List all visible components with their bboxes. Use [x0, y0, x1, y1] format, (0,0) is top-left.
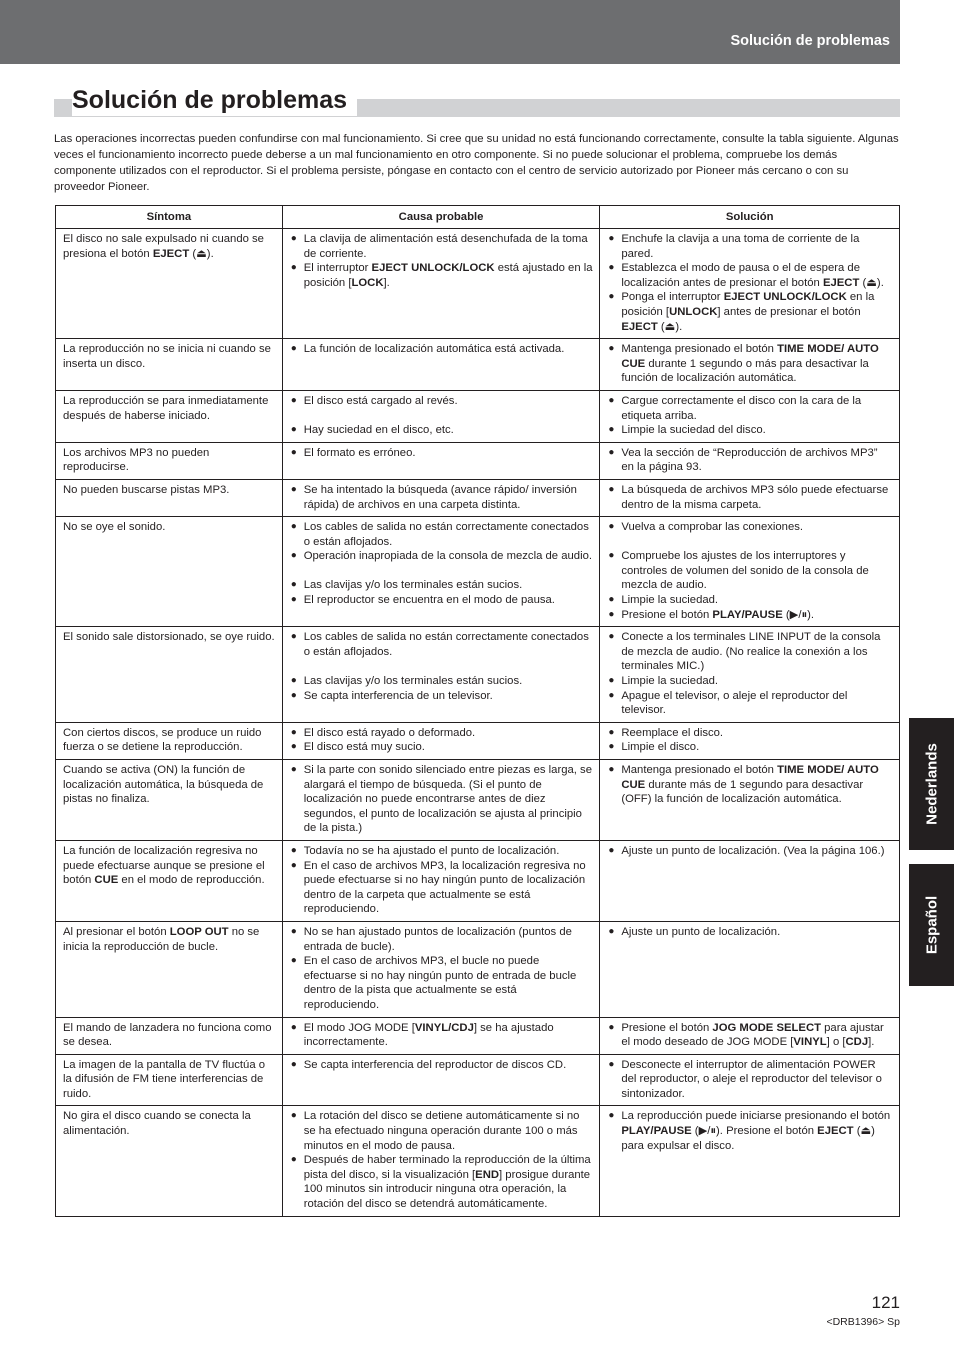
solution-item: ● Ajuste un punto de localización.: [607, 925, 893, 940]
cause-cell: [282, 479, 600, 516]
header-solution: Solución: [600, 206, 900, 229]
cause-item: ● No se han ajustado puntos de localización (puntos de entrada de bucle).: [290, 925, 594, 954]
solution-item: ● Cargue correctamente el disco con la cara de la etiqueta arriba.: [607, 394, 893, 423]
cause-item: ● Se ha intentado la búsqueda (avance rápido/ inversión rápida) de archivos en una carpeta distinta.: [290, 483, 594, 512]
solution-item: ● La reproducción puede iniciarse presionando el botón PLAY/PAUSE (▶/⏸). Presione el botón EJECT (⏏) para expulsar el disco.: [607, 1109, 893, 1153]
symptom-cell: No se oye el sonido.: [56, 517, 283, 627]
table-row: [56, 627, 900, 723]
solution-item: ● Compruebe los ajustes de los interruptores y controles de volumen del sonido de la consola de mezcla de audio.: [607, 549, 893, 593]
header-symptom: Síntoma: [56, 206, 283, 229]
intro-paragraph: Las operaciones incorrectas pueden confundirse con mal funcionamiento. Si cree que su unidad no está funcionando correctamente, consulte la tabla siguiente. Algunas veces el funcionamiento incorrecto puede deberse a un mal funcionamiento en otro componente. Si no puede solucionar el problema, compruebe los demás componente utilizados con el reproductor. Si el problema persiste, póngase en contacto con el centro de servicio autorizado por Pioneer más cercano o con su proveedor Pioneer.: [54, 133, 899, 193]
solution-cell: [600, 390, 900, 442]
symptom-cell: La imagen de la pantalla de TV fluctúa o la difusión de FM tiene interferencias de ruido.: [56, 1054, 283, 1106]
symptom-cell: Los archivos MP3 no pueden reproducirse.: [56, 442, 283, 479]
symptom-cell: El disco no sale expulsado ni cuando se presiona el botón EJECT (⏏).: [56, 229, 283, 339]
cause-cell: [282, 627, 600, 723]
cause-item: ● Las clavijas y/o los terminales están sucios.: [290, 674, 594, 689]
solution-cell: [600, 921, 900, 1017]
solution-cell: [600, 1106, 900, 1216]
page-number: 121: [871, 1293, 900, 1312]
cause-item: ● El interruptor EJECT UNLOCK/LOCK está ajustado en la posición [LOCK].: [290, 261, 594, 290]
solution-item: ● Apague el televisor, o aleje el reproductor del televisor.: [607, 689, 893, 718]
solution-item: ● Limpie la suciedad.: [607, 674, 893, 689]
table-row: [56, 1106, 900, 1216]
solution-item: ● Enchufe la clavija a una toma de corriente de la pared.: [607, 232, 893, 261]
cause-cell: [282, 339, 600, 391]
cause-item: ● Hay suciedad en el disco, etc.: [290, 423, 594, 438]
solution-item: ● Desconecte el interruptor de alimentación POWER del reproductor, o aleje el reproductor del televisor o sintonizador.: [607, 1058, 893, 1102]
solution-cell: [600, 627, 900, 723]
symptom-cell: La reproducción se para inmediatamente después de haberse iniciado.: [56, 390, 283, 442]
troubleshooting-table: [55, 205, 900, 1217]
cause-item: ● El reproductor se encuentra en el modo de pausa.: [290, 593, 594, 608]
table-row: [56, 760, 900, 841]
symptom-cell: La reproducción no se inicia ni cuando se inserta un disco.: [56, 339, 283, 391]
solution-item: ● Ponga el interruptor EJECT UNLOCK/LOCK en la posición [UNLOCK] antes de presionar el botón EJECT (⏏).: [607, 290, 893, 334]
cause-cell: [282, 1106, 600, 1216]
solution-item: ● Reemplace el disco.: [607, 726, 893, 741]
document-code: <DRB1396> Sp: [826, 1316, 900, 1328]
solution-item: ● Limpie la suciedad del disco.: [607, 423, 893, 438]
cause-cell: [282, 517, 600, 627]
solution-item: ● Establezca el modo de pausa o el de espera de localización antes de presionar el botón EJECT (⏏).: [607, 261, 893, 290]
page-title: Solución de problemas: [72, 84, 357, 116]
solution-item: ● Ajuste un punto de localización. (Vea la página 106.): [607, 844, 893, 859]
table-row: [56, 722, 900, 759]
solution-item: ● Mantenga presionado el botón TIME MODE/ AUTO CUE durante más de 1 segundo para desactivar (OFF) la función de localización automática.: [607, 763, 893, 807]
table-row: [56, 1017, 900, 1054]
cause-item: ● Después de haber terminado la reproducción de la última pista del disco, si la visualización [END] prosigue durante 100 minutos sin introducir ninguna otra operación, la rotación del disco se detendrá automáticamente.: [290, 1153, 594, 1211]
solution-item: ● Limpie el disco.: [607, 740, 893, 755]
cause-item: ● La rotación del disco se detiene automáticamente si no se ha efectuado ninguna operación durante 100 o más minutos en el modo de pausa.: [290, 1109, 594, 1153]
solution-cell: [600, 1017, 900, 1054]
cause-cell: [282, 722, 600, 759]
cause-item: ● Los cables de salida no están correctamente conectados o están aflojados.: [290, 630, 594, 674]
cause-item: ● La función de localización automática está activada.: [290, 342, 594, 357]
solution-item: ● Presione el botón JOG MODE SELECT para ajustar el modo deseado de JOG MODE [VINYL] o [CDJ].: [607, 1021, 893, 1050]
table-row: [56, 339, 900, 391]
solution-item: ● Conecte a los terminales LINE INPUT de la consola de mezcla de audio. (No realice la conexión a los terminales MIC.): [607, 630, 893, 674]
solution-cell: [600, 339, 900, 391]
symptom-cell: No gira el disco cuando se conecta la alimentación.: [56, 1106, 283, 1216]
cause-item: ● En el caso de archivos MP3, el bucle no puede efectuarse si no hay ningún punto de entrada de bucle dentro de la pista que actualmente se está reproduciendo.: [290, 954, 594, 1012]
cause-cell: [282, 229, 600, 339]
cause-cell: [282, 840, 600, 921]
language-tab-nederlands[interactable]: [909, 718, 954, 850]
solution-item: ● Presione el botón PLAY/PAUSE (▶/⏸).: [607, 608, 893, 623]
table-row: [56, 517, 900, 627]
header-cause: Causa probable: [282, 206, 600, 229]
language-tab-label: Nederlands: [923, 743, 940, 825]
solution-cell: [600, 442, 900, 479]
cause-item: ● El disco está rayado o deformado.: [290, 726, 594, 741]
cause-item: ● El formato es erróneo.: [290, 446, 594, 461]
table-row: [56, 1054, 900, 1106]
cause-cell: [282, 390, 600, 442]
solution-cell: [600, 479, 900, 516]
table-row: [56, 229, 900, 339]
solution-cell: [600, 1054, 900, 1106]
solution-item: ● La búsqueda de archivos MP3 sólo puede efectuarse dentro de la misma carpeta.: [607, 483, 893, 512]
language-tab-label: Español: [923, 895, 940, 955]
symptom-cell: Al presionar el botón LOOP OUT no se inicia la reproducción de bucle.: [56, 921, 283, 1017]
cause-cell: [282, 1054, 600, 1106]
table-body: [56, 229, 900, 1217]
table-row: [56, 442, 900, 479]
cause-item: ● El disco está muy sucio.: [290, 740, 594, 755]
symptom-cell: El mando de lanzadera no funciona como se desea.: [56, 1017, 283, 1054]
cause-item: ● El modo JOG MODE [VINYL/CDJ] se ha ajustado incorrectamente.: [290, 1021, 594, 1050]
symptom-cell: La función de localización regresiva no puede efectuarse aunque se presione el botón CUE en el modo de reproducción.: [56, 840, 283, 921]
cause-item: ● Operación inapropiada de la consola de mezcla de audio.: [290, 549, 594, 578]
solution-item: ● Mantenga presionado el botón TIME MODE/ AUTO CUE durante 1 segundo o más para desactivar la función de localización automática.: [607, 342, 893, 386]
solution-cell: [600, 840, 900, 921]
solution-cell: [600, 760, 900, 841]
solution-item: ● Vea la sección de “Reproducción de archivos MP3” en la página 93.: [607, 446, 893, 475]
cause-item: ● Todavía no se ha ajustado el punto de localización.: [290, 844, 594, 859]
cause-item: ● El disco está cargado al revés.: [290, 394, 594, 423]
table-row: [56, 840, 900, 921]
solution-item: ● Vuelva a comprobar las conexiones.: [607, 520, 893, 549]
symptom-cell: El sonido sale distorsionado, se oye ruido.: [56, 627, 283, 723]
table-header-row: [56, 206, 900, 229]
language-tab-espanol[interactable]: [909, 864, 954, 986]
cause-cell: [282, 760, 600, 841]
cause-item: ● Si la parte con sonido silenciado entre piezas es larga, se alargará el tiempo de búsqueda. (Si el punto de localización no puede encontrarse antes de diez segundos, el punto de localización se ajusta al principio de la pista.): [290, 763, 594, 836]
cause-item: ● Los cables de salida no están correctamente conectados o están aflojados.: [290, 520, 594, 549]
solution-item: ● Limpie la suciedad.: [607, 593, 893, 608]
solution-cell: [600, 517, 900, 627]
cause-cell: [282, 921, 600, 1017]
symptom-cell: No pueden buscarse pistas MP3.: [56, 479, 283, 516]
cause-item: ● La clavija de alimentación está desenchufada de la toma de corriente.: [290, 232, 594, 261]
cause-item: ● Se capta interferencia del reproductor de discos CD.: [290, 1058, 594, 1073]
solution-cell: [600, 722, 900, 759]
header-band: [0, 0, 900, 64]
cause-cell: [282, 1017, 600, 1054]
cause-item: ● En el caso de archivos MP3, la localización regresiva no puede efectuarse si no hay ningún punto de localización dentro de la carpeta que actualmente se está reproduciendo.: [290, 859, 594, 917]
table-row: [56, 390, 900, 442]
header-section-title: Solución de problemas: [730, 33, 890, 49]
cause-item: ● Se capta interferencia de un televisor.: [290, 689, 594, 704]
cause-item: ● Las clavijas y/o los terminales están sucios.: [290, 578, 594, 593]
solution-cell: [600, 229, 900, 339]
cause-cell: [282, 442, 600, 479]
symptom-cell: Cuando se activa (ON) la función de localización automática, la búsqueda de pistas no finaliza.: [56, 760, 283, 841]
table-row: [56, 921, 900, 1017]
symptom-cell: Con ciertos discos, se produce un ruido fuerza o se detiene la reproducción.: [56, 722, 283, 759]
table-row: [56, 479, 900, 516]
